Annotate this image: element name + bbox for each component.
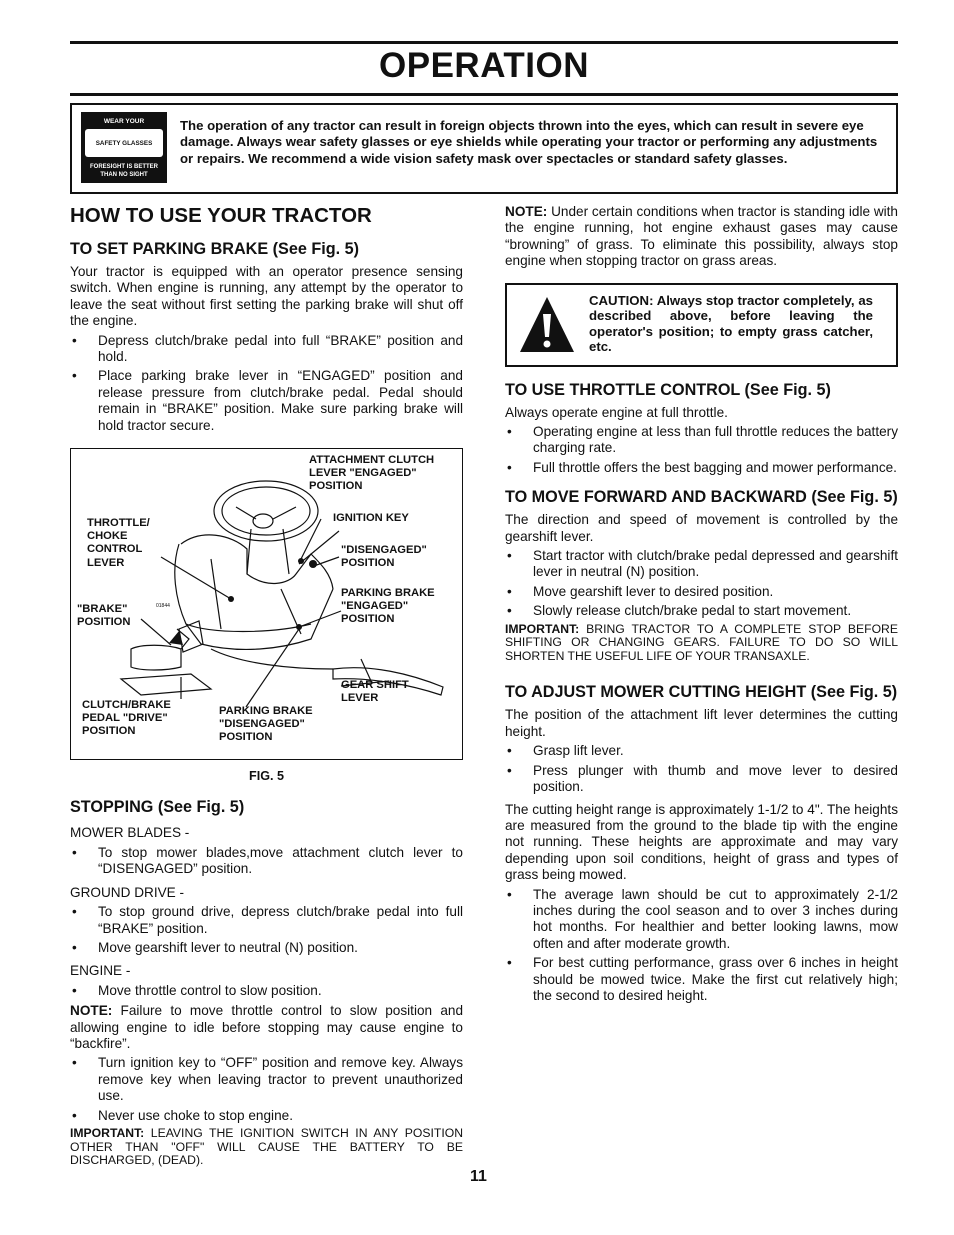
right-column xyxy=(505,204,898,1007)
figure-5 xyxy=(70,448,463,760)
warning-triangle-icon xyxy=(517,294,577,356)
warning-text: The operation of any tractor can result in foreign objects thrown into the eyes, which can result in severe eye damage. Always wear safety glasses or eye shields while operating your tractor or performing any adjustments or repairs. We recommend a wide vision safety mask over spectacles or standard safety glasses. xyxy=(180,118,878,166)
list-item: • Never use choke to stop engine. xyxy=(70,1108,463,1124)
list-item: • Depress clutch/brake pedal into full “BRAKE” position and hold. xyxy=(70,333,463,366)
exhaust-note xyxy=(505,204,898,270)
ground-list xyxy=(70,904,463,956)
caution-box xyxy=(505,283,898,367)
badge-line3: FORESIGHT IS BETTER xyxy=(89,164,158,170)
stopping-note xyxy=(70,1003,463,1052)
mower-blades-label: MOWER BLADES - xyxy=(70,825,190,841)
badge-line4: THAN NO SIGHT xyxy=(100,172,148,178)
throttle-intro: Always operate engine at full throttle. xyxy=(505,404,728,420)
engine-label: ENGINE - xyxy=(70,963,131,979)
label-throttle-choke: THROTTLE/ CHOKE CONTROL LEVER xyxy=(87,517,150,569)
label-brake-position: "BRAKE" POSITION xyxy=(77,603,131,629)
height-intro: The position of the attachment lift lever determines the cutting height. xyxy=(505,707,898,739)
important-text: BRING TRACTOR TO A COMPLETE STOP BEFORE SHIFTING OR CHANGING GEARS. FAILURE TO DO SO WILL SHORTEN THE USEFUL LIFE OF YOUR TRANSAXLE. xyxy=(505,621,898,663)
safety-glasses-badge xyxy=(81,112,167,183)
list-item: • Full throttle offers the best bagging and mower performance. xyxy=(505,460,898,476)
glasses-icon xyxy=(85,129,163,157)
left-column xyxy=(70,204,463,1168)
height-heading: TO ADJUST MOWER CUTTING HEIGHT (See Fig. 5) xyxy=(505,683,898,702)
title-rule xyxy=(70,93,898,96)
list-item: • Move gearshift lever to desired position. xyxy=(505,584,898,600)
engine-list xyxy=(70,983,463,999)
ground-drive-label: GROUND DRIVE - xyxy=(70,884,185,900)
lawn-tips-list xyxy=(505,887,898,1005)
page-title: OPERATION xyxy=(379,46,589,85)
note-text: Failure to move throttle control to slow position and allowing engine to idle before stopping may cause engine to “backfire”. xyxy=(70,1003,463,1051)
list-item: • To stop mower blades,move attachment clutch lever to “DISENGAGED” position. xyxy=(70,845,463,878)
safety-warning-box xyxy=(70,103,898,194)
list-item: • Press plunger with thumb and move lever to desired position. xyxy=(505,763,898,796)
list-item: • Place parking brake lever in “ENGAGED” position and release pressure from clutch/brake pedal. Pedal should remain in “BRAKE” position. Make sure parking brake will hold tractor secure. xyxy=(70,368,463,434)
badge-slogan xyxy=(81,163,167,179)
note-label: NOTE: xyxy=(70,1003,113,1019)
list-item: • To stop ground drive, depress clutch/brake pedal into full “BRAKE” position. xyxy=(70,904,463,937)
list-item: • Slowly release clutch/brake pedal to start movement. xyxy=(505,603,898,619)
height-list xyxy=(505,743,898,795)
label-clutch-drive: CLUTCH/BRAKE PEDAL "DRIVE" POSITION xyxy=(82,699,171,738)
part-code: 01844 xyxy=(156,603,170,610)
label-ignition-key: IGNITION KEY xyxy=(333,512,409,525)
note-text: Under certain conditions when tractor is standing idle with the engine running, hot engine exhaust gases may cause “browning” of grass. To eliminate this possibility, always stop engine when stopping tractor on grass areas. xyxy=(505,204,898,269)
list-item: • Grasp lift lever. xyxy=(505,743,898,759)
section-title: HOW TO USE YOUR TRACTOR xyxy=(70,204,372,227)
ignition-list xyxy=(70,1055,463,1124)
important-text: LEAVING THE IGNITION SWITCH IN ANY POSITION OTHER THAN "OFF" WILL CAUSE THE BATTERY TO BE DISCHARGED, (DEAD). xyxy=(70,1125,463,1168)
mower-list xyxy=(70,845,463,878)
badge-line1: WEAR YOUR xyxy=(103,118,145,125)
move-intro: The direction and speed of movement is controlled by the gearshift lever. xyxy=(505,512,898,544)
throttle-heading: TO USE THROTTLE CONTROL (See Fig. 5) xyxy=(505,380,831,399)
move-heading: TO MOVE FORWARD AND BACKWARD (See Fig. 5) xyxy=(505,488,898,507)
label-gear-shift: GEAR SHIFT LEVER xyxy=(341,679,409,705)
parking-brake-heading: TO SET PARKING BRAKE (See Fig. 5) xyxy=(70,240,360,258)
list-item: • Turn ignition key to “OFF” position and remove key. Always remove key when leaving tractor to prevent unauthorized use. xyxy=(70,1055,463,1104)
list-item: • Move gearshift lever to neutral (N) position. xyxy=(70,940,463,956)
note-label: NOTE: xyxy=(505,204,548,219)
parking-brake-list xyxy=(70,333,463,434)
height-paragraph: The cutting height range is approximately 1-1/2 to 4". The heights are measured from the ground to the blade tip with the engine not running. These heights are approximate and may vary depending upon soil conditions, height of grass and types of grass being mowed. xyxy=(505,801,898,883)
throttle-list xyxy=(505,424,898,476)
gear-important xyxy=(505,623,898,664)
label-attachment-clutch: ATTACHMENT CLUTCH LEVER "ENGAGED" POSITION xyxy=(309,454,435,493)
important-label: IMPORTANT: xyxy=(70,1125,145,1140)
list-item: • For best cutting performance, grass over 6 inches in height should be mowed twice. Make the first cut relatively high; the second to desired height. xyxy=(505,955,898,1004)
badge-line2: SAFETY GLASSES xyxy=(95,140,153,147)
list-item: • Move throttle control to slow position. xyxy=(70,983,463,999)
ignition-important xyxy=(70,1127,463,1168)
figure-caption: FIG. 5 xyxy=(249,769,284,784)
list-item: • Operating engine at less than full throttle reduces the battery charging rate. xyxy=(505,424,898,457)
label-parking-engaged: PARKING BRAKE "ENGAGED" POSITION xyxy=(341,587,435,626)
label-disengaged: "DISENGAGED" POSITION xyxy=(341,544,427,570)
page-number: 11 xyxy=(470,1168,487,1185)
label-parking-disengaged: PARKING BRAKE "DISENGAGED" POSITION xyxy=(219,705,313,744)
caution-text: CAUTION: Always stop tractor completely, as described above, before leaving the operator's position; to empty grass catcher, etc. xyxy=(589,292,873,355)
parking-brake-intro: Your tractor is equipped with an operator presence sensing switch. When engine is running, any attempt by the operator to leave the seat without first setting the parking brake will shut off the engine. xyxy=(70,264,463,329)
move-list xyxy=(505,548,898,620)
list-item: • Start tractor with clutch/brake pedal depressed and gearshift lever in neutral (N) position. xyxy=(505,548,898,581)
important-label: IMPORTANT: xyxy=(505,621,580,636)
stopping-heading: STOPPING (See Fig. 5) xyxy=(70,798,245,817)
list-item: • The average lawn should be cut to approximately 2-1/2 inches during the cool season and to over 3 inches during hot months. For healthier and better looking lawns, mow often and after moderate growth. xyxy=(505,887,898,953)
top-rule xyxy=(70,41,898,44)
